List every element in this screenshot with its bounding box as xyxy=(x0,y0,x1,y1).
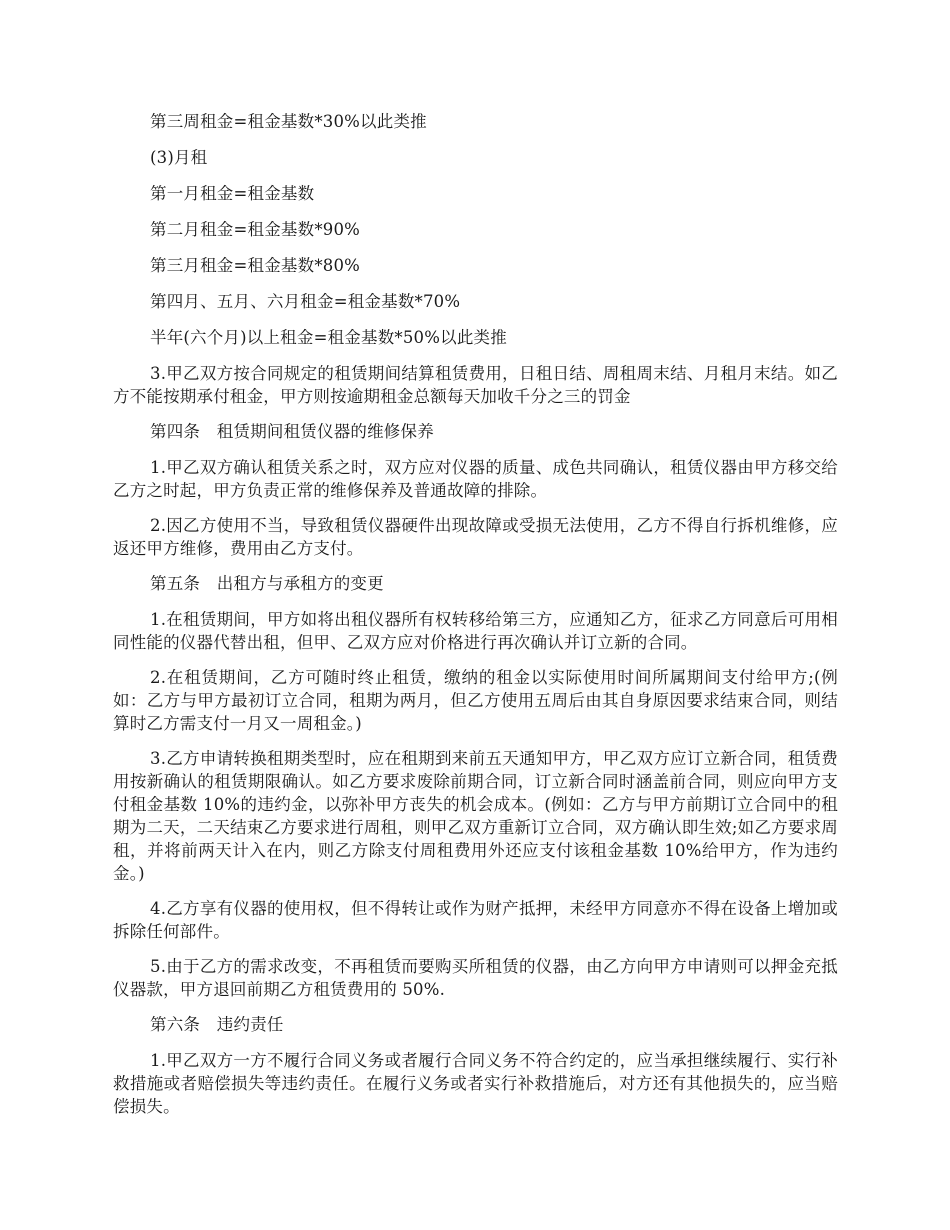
document-body xyxy=(113,110,838,1130)
rent-month1-line: 第一月租金=租金基数 xyxy=(150,184,315,203)
article-5-clause-5: 5.由于乙方的需求改变，不再租赁而要购买所租赁的仪器，由乙方向甲方申请则可以押金充抵仪器款，甲方退回前期乙方租赁费用的 50%. xyxy=(113,957,838,999)
article-4-clause-2: 2.因乙方使用不当，导致租赁仪器硬件出现故障或受损无法使用，乙方不得自行拆机维修，应返还甲方维修，费用由乙方支付。 xyxy=(113,516,838,558)
rent-month2-line: 第二月租金=租金基数*90% xyxy=(150,220,361,239)
rent-halfyear-line: 半年(六个月)以上租金=租金基数*50%以此类推 xyxy=(150,328,507,347)
article-5-clause-2: 2.在租赁期间，乙方可随时终止租赁，缴纳的租金以实际使用时间所属期间支付给甲方;(例如：乙方与甲方最初订立合同，租期为两月，但乙方使用五周后由其自身原因要求结束合同，则结算时乙方需支付一月又一周租金。) xyxy=(113,668,838,733)
article-5-clause-4: 4.乙方享有仪器的使用权，但不得转让或作为财产抵押，未经甲方同意亦不得在设备上增加或拆除任何部件。 xyxy=(113,899,838,941)
article-5-clause-1: 1.在租赁期间，甲方如将出租仪器所有权转移给第三方，应通知乙方，征求乙方同意后可用相同性能的仪器代替出租，但甲、乙双方应对价格进行再次确认并订立新的合同。 xyxy=(113,610,838,652)
monthly-rent-heading: (3)月租 xyxy=(150,148,208,167)
article-4-title: 第四条 租赁期间租赁仪器的维修保养 xyxy=(150,422,434,441)
article-6-clause-1: 1.甲乙双方一方不履行合同义务或者履行合同义务不符合约定的，应当承担继续履行、实行补救措施或者赔偿损失等违约责任。在履行义务或者实行补救措施后，对方还有其他损失的，应当赔偿损失。 xyxy=(113,1051,838,1116)
rent-week3-line: 第三周租金=租金基数*30%以此类推 xyxy=(150,112,427,131)
settlement-paragraph: 3.甲乙双方按合同规定的租赁期间结算租赁费用，日租日结、周租周末结、月租月末结。如乙方不能按期承付租金，甲方则按逾期租金总额每天加收千分之三的罚金 xyxy=(113,364,838,406)
article-4-clause-1: 1.甲乙双方确认租赁关系之时，双方应对仪器的质量、成色共同确认，租赁仪器由甲方移交给乙方之时起，甲方负责正常的维修保养及普通故障的排除。 xyxy=(113,458,838,500)
article-5-title: 第五条 出租方与承租方的变更 xyxy=(150,574,384,593)
rent-month4to6-line: 第四月、五月、六月租金=租金基数*70% xyxy=(150,292,461,311)
rent-month3-line: 第三月租金=租金基数*80% xyxy=(150,256,361,275)
article-6-title: 第六条 违约责任 xyxy=(150,1015,284,1034)
article-5-clause-3: 3.乙方申请转换租期类型时，应在租期到来前五天通知甲方，甲乙双方应订立新合同，租赁费用按新确认的租赁期限确认。如乙方要求废除前期合同，订立新合同时涵盖前合同，则应向甲方支付租金基数 10%的违约金，以弥补甲方丧失的机会成本。(例如：乙方与甲方前期订立合同中的租期为二天，二天结束乙方要求进行周租，则甲乙双方重新订立合同，双方确认即生效;如乙方要求周租，并将前两天计入在内，则乙方除支付周租费用外还应支付该租金基数 10%给甲方，作为违约金。) xyxy=(113,749,838,883)
